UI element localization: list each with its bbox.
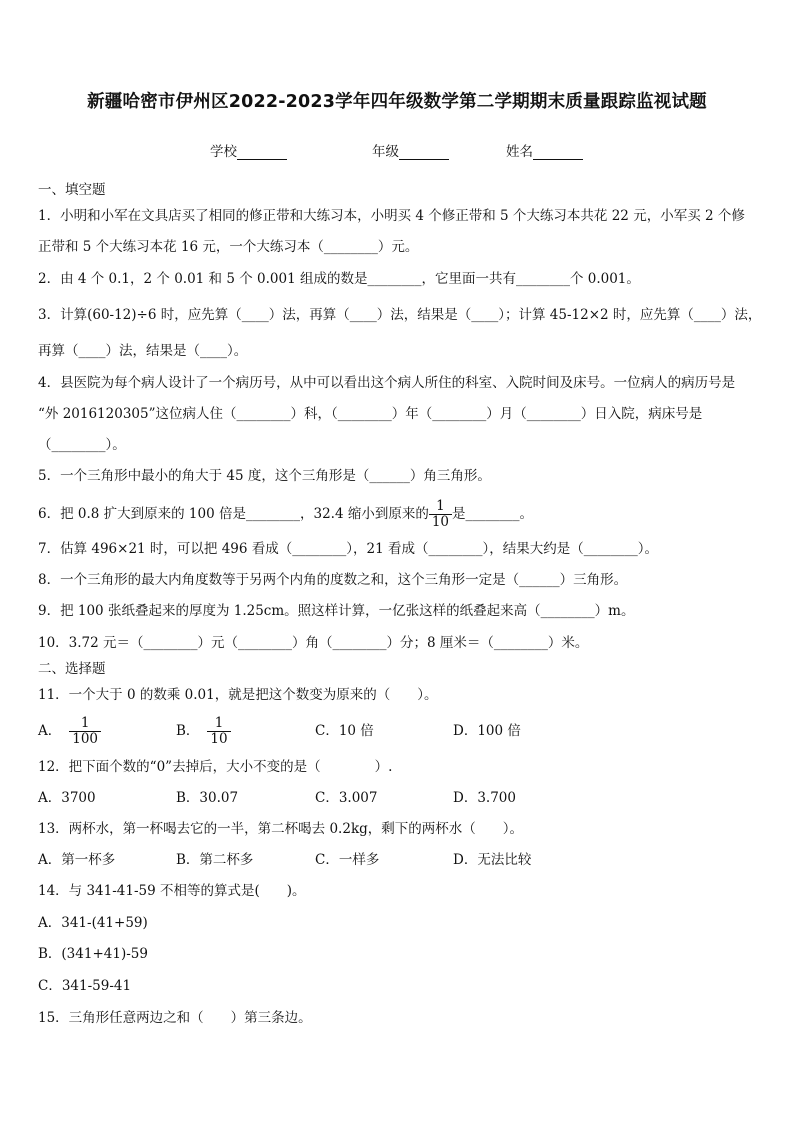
question-11-option-c: C．10 倍 xyxy=(315,723,374,739)
question-4-line-3: （________）。 xyxy=(38,437,126,453)
question-3-line-2: 再算（____）法，结果是（____）。 xyxy=(38,343,248,359)
name-blank xyxy=(533,145,583,160)
question-14-option-a: A．341-(41+59) xyxy=(38,915,148,931)
option-a-denominator: 100 xyxy=(72,731,99,747)
school-label: 学校 xyxy=(210,144,237,160)
question-2: 2．由 4 个 0.1，2 个 0.01 和 5 个 0.001 组成的数是________，它里面一共有________个 0.001。 xyxy=(38,271,640,287)
question-11-stem: 11．一个大于 0 的数乘 0.01，就是把这个数变为原来的（ ）。 xyxy=(38,687,438,703)
question-13-option-c: C．一样多 xyxy=(315,852,380,868)
question-12-option-b: B．30.07 xyxy=(176,790,239,806)
option-a-fraction xyxy=(69,716,101,747)
name-label: 姓名 xyxy=(506,144,533,160)
question-12-option-a: A．3700 xyxy=(38,790,96,806)
question-11-option-a xyxy=(38,712,101,750)
school-blank xyxy=(237,145,287,160)
section-fill-in-title: 一、填空题 xyxy=(38,182,106,198)
question-6-part-1: 6．把 0.8 扩大到原来的 100 倍是________，32.4 缩小到原来的 xyxy=(38,506,429,522)
question-3-line-1: 3．计算(60-12)÷6 时，应先算（____）法，再算（____）法，结果是（____）；计算 45-12×2 时，应先算（____）法， xyxy=(38,307,762,323)
question-5: 5．一个三角形中最小的角大于 45 度，这个三角形是（______）角三角形。 xyxy=(38,468,491,484)
question-12-option-d: D．3.700 xyxy=(453,790,516,806)
question-13-option-a: A．第一杯多 xyxy=(38,852,116,868)
question-15: 15．三角形任意两边之和（ ）第三条边。 xyxy=(38,1010,312,1026)
question-6-fraction-numerator: 1 xyxy=(429,499,452,515)
question-8: 8．一个三角形的最大内角度数等于另两个内角的度数之和，这个三角形一定是（______）三角形。 xyxy=(38,572,628,588)
option-b-numerator: 1 xyxy=(207,716,230,732)
question-7: 7．估算 496×21 时，可以把 496 看成（________），21 看成（________），结果大约是（________）。 xyxy=(38,541,658,557)
question-13-option-d: D．无法比较 xyxy=(453,852,532,868)
grade-blank xyxy=(399,145,449,160)
option-b-denominator: 10 xyxy=(210,731,228,747)
question-14-option-c: C．341-59-41 xyxy=(38,978,132,994)
question-12-option-c: C．3.007 xyxy=(315,790,378,806)
question-14-option-b: B．(341+41)-59 xyxy=(38,946,148,962)
grade-label: 年级 xyxy=(372,144,399,160)
grade-field xyxy=(372,140,449,160)
option-a-numerator: 1 xyxy=(69,716,101,732)
name-field xyxy=(506,140,583,160)
question-12-stem: 12．把下面个数的“0”去掉后，大小不变的是（ ）. xyxy=(38,759,393,775)
school-field xyxy=(210,140,287,160)
option-a-label: A． xyxy=(38,723,62,739)
option-b-fraction xyxy=(207,716,230,747)
question-4-line-1: 4．县医院为每个病人设计了一个病历号，从中可以看出这个病人所住的科室、入院时间及床号。一位病人的病历号是 xyxy=(38,375,736,391)
option-b-label: B． xyxy=(176,723,200,739)
question-1-line-2: 正带和 5 个大练习本花 16 元，一个大练习本（________）元。 xyxy=(38,239,419,255)
exam-title: 新疆哈密市伊州区2022-2023学年四年级数学第二学期期末质量跟踪监视试题 xyxy=(87,92,707,112)
question-6-part-2: 是________。 xyxy=(452,506,534,522)
question-11-option-b xyxy=(176,712,231,750)
question-14-stem: 14．与 341-41-59 不相等的算式是( )。 xyxy=(38,883,306,899)
question-4-line-2: “外 2016120305”这位病人住（________）科，（________）年（________）月（________）日入院，病床号是 xyxy=(38,406,703,422)
question-13-stem: 13．两杯水，第一杯喝去它的一半，第二杯喝去 0.2kg，剩下的两杯水（ ）。 xyxy=(38,821,524,837)
question-11-option-d: D．100 倍 xyxy=(453,723,521,739)
question-6-fraction xyxy=(429,499,452,530)
question-10: 10．3.72 元＝（________）元（________）角（________）分；8 厘米＝（________）米。 xyxy=(38,635,589,651)
question-13-option-b: B．第二杯多 xyxy=(176,852,254,868)
question-6 xyxy=(38,497,758,531)
section-choice-title: 二、选择题 xyxy=(38,661,106,677)
question-9: 9．把 100 张纸叠起来的厚度为 1.25cm。照这样计算，一亿张这样的纸叠起来高（________）m。 xyxy=(38,603,635,619)
question-1-line-1: 1．小明和小军在文具店买了相同的修正带和大练习本，小明买 4 个修正带和 5 个大练习本共花 22 元，小军买 2 个修 xyxy=(38,208,745,224)
question-6-fraction-denominator: 10 xyxy=(431,514,450,530)
